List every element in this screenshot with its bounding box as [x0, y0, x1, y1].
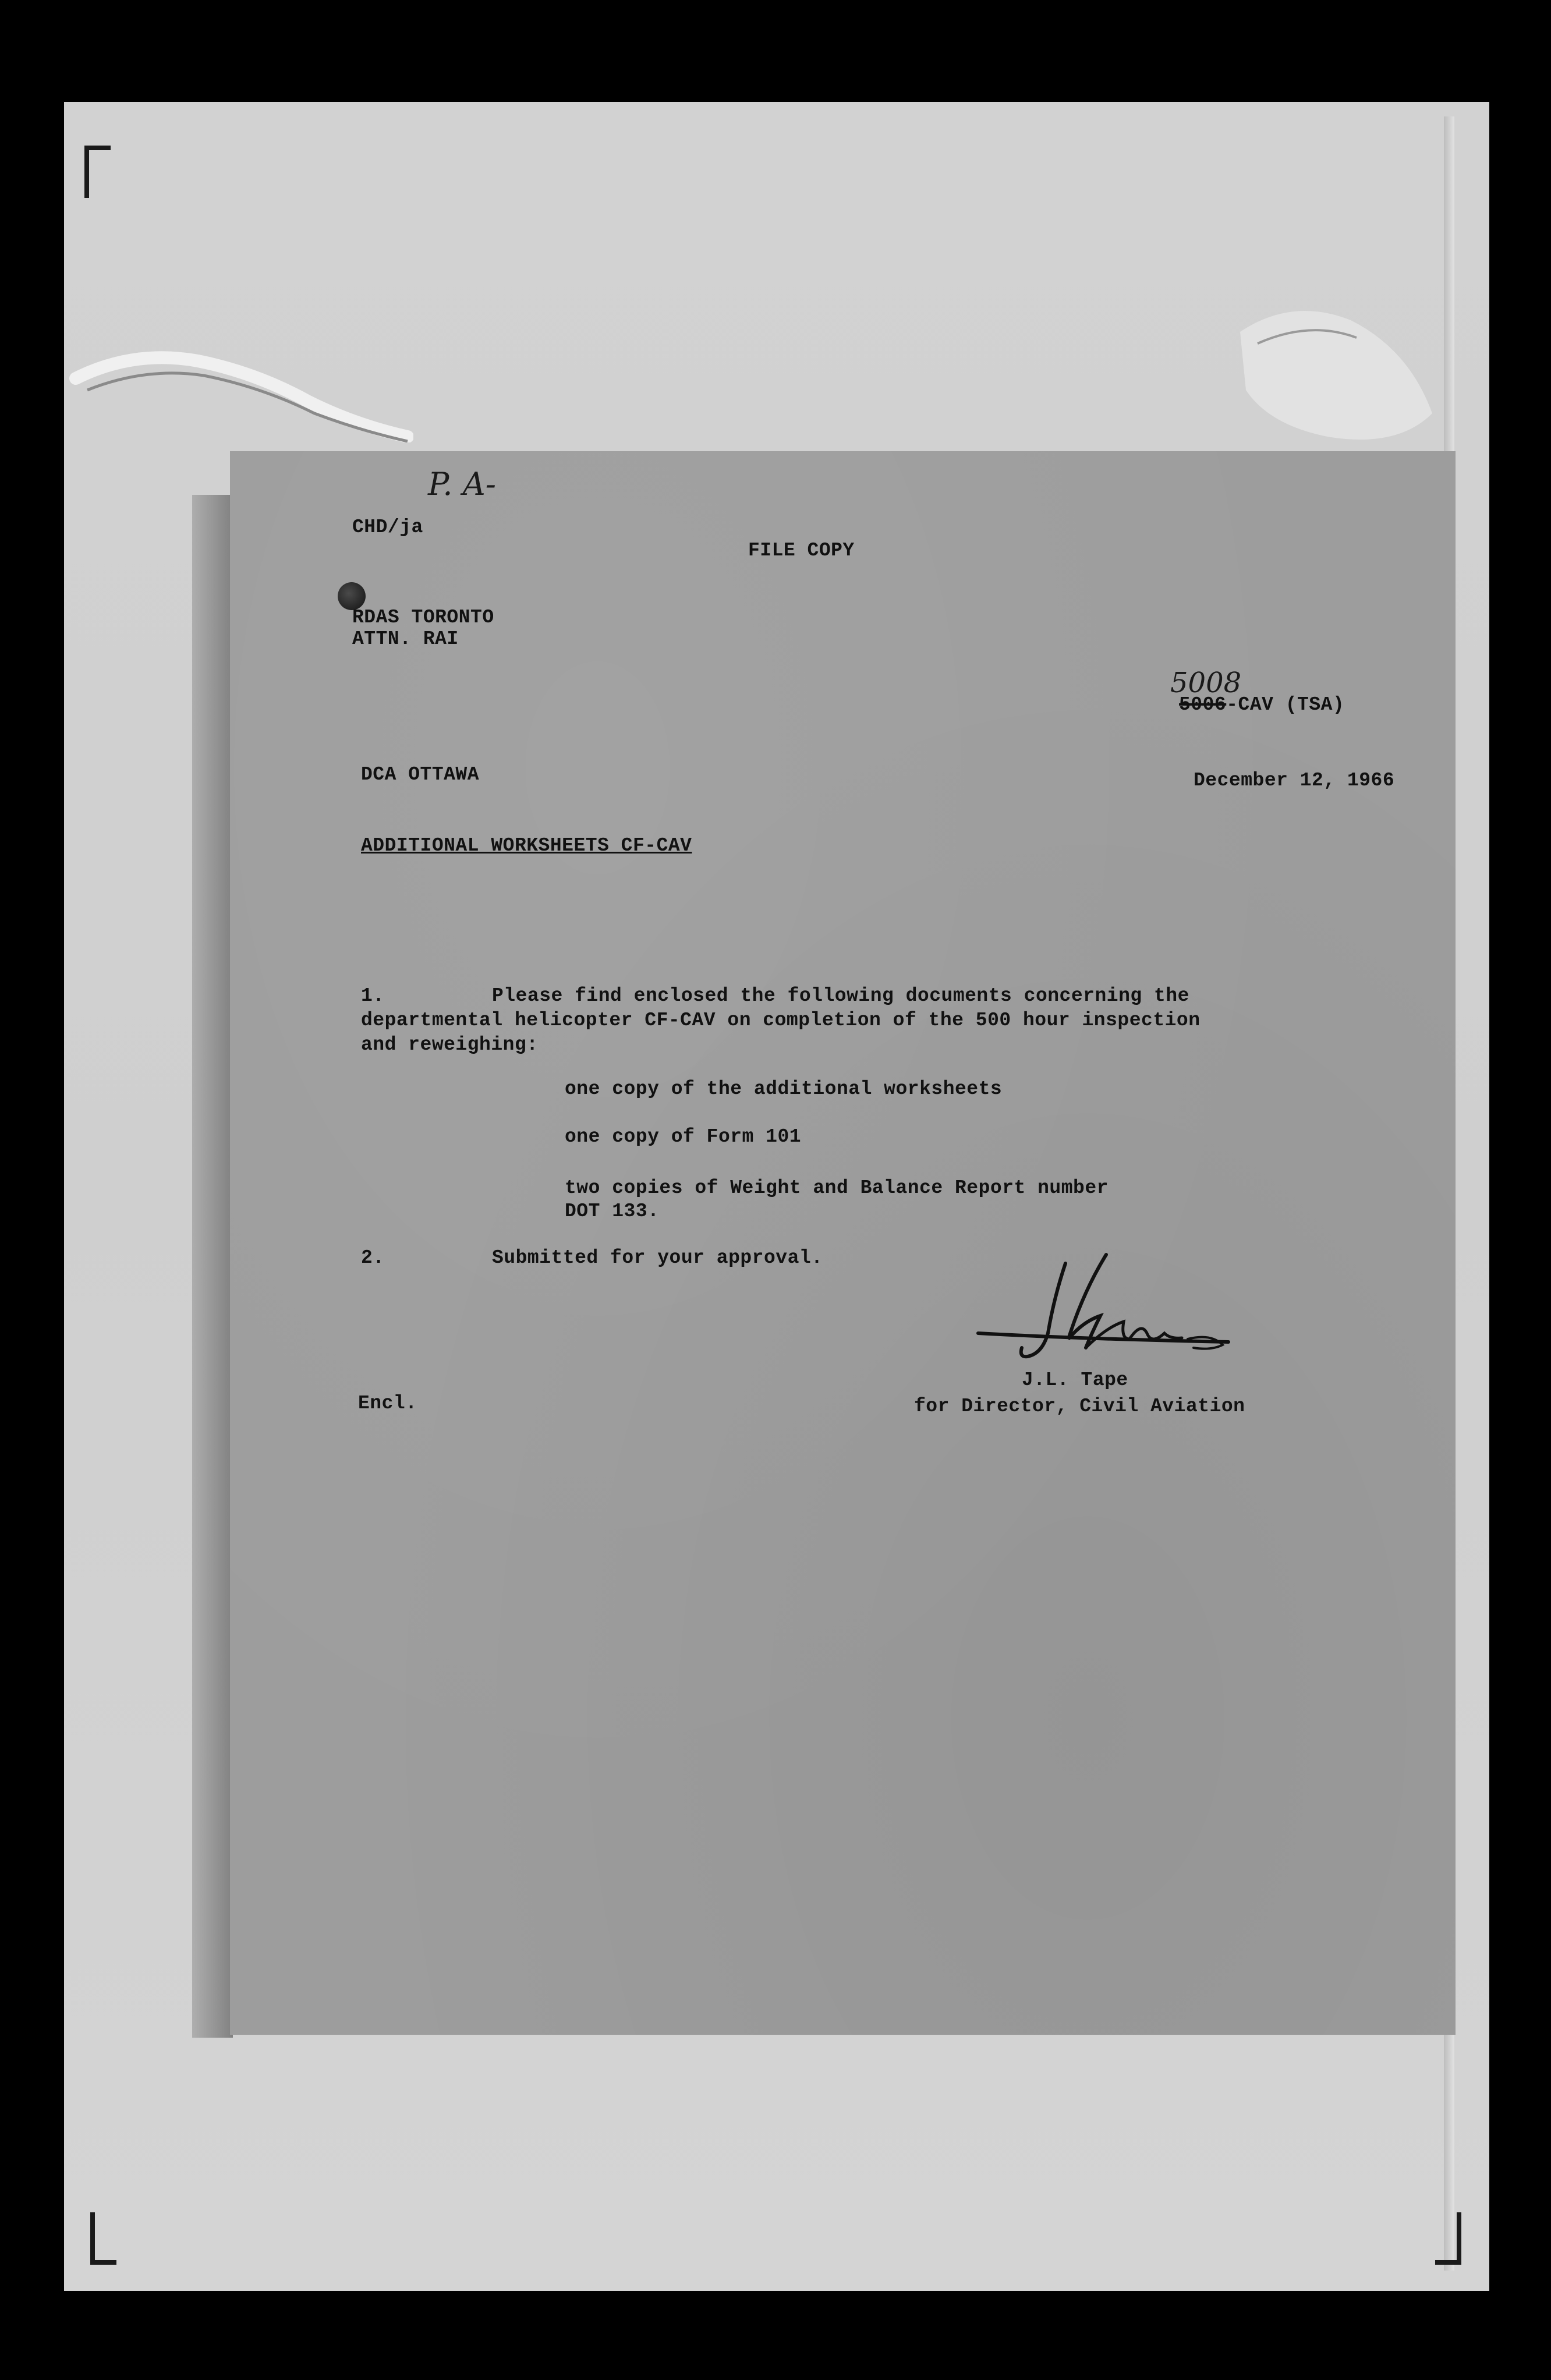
- file-copy-heading: FILE COPY: [748, 540, 855, 561]
- recipient-line-1: RDAS TORONTO: [352, 607, 494, 628]
- file-number-suffix: -CAV (TSA): [1226, 694, 1345, 716]
- file-number: [1179, 693, 1344, 717]
- initials: CHD/ja: [352, 516, 423, 538]
- list-item: DOT 133.: [565, 1200, 660, 1222]
- sheet-shadow: [192, 495, 233, 2038]
- letter-sheet: [230, 451, 1456, 2035]
- file-number-handwritten: 5008: [1170, 667, 1242, 699]
- paragraph-1-line-2: departmental helicopter CF-CAV on completion of the 500 hour inspection: [361, 1010, 1201, 1031]
- initials-handwritten: P. A-: [428, 466, 496, 502]
- list-item: one copy of the additional worksheets: [565, 1078, 1003, 1100]
- paragraph-2-number: 2.: [361, 1247, 385, 1269]
- paragraph-1-line-3: and reweighing:: [361, 1034, 539, 1056]
- recipient-line-2: ATTN. RAI: [352, 628, 459, 650]
- paragraph-1-number: 1.: [361, 985, 385, 1007]
- signatory-title: for Director, Civil Aviation: [914, 1396, 1245, 1417]
- tape-residue-right: [1223, 285, 1444, 472]
- subject-line: ADDITIONAL WORKSHEETS CF-CAV: [361, 835, 692, 856]
- corner-mark-bottom-right: [1426, 2212, 1461, 2265]
- tape-residue-left: [64, 326, 413, 442]
- enclosure-note: Encl.: [358, 1393, 417, 1414]
- list-item: two copies of Weight and Balance Report number: [565, 1177, 1109, 1199]
- list-item: one copy of Form 101: [565, 1126, 802, 1148]
- file-number-struck: 5006: [1179, 694, 1227, 716]
- handwritten-signature: [966, 1252, 1246, 1368]
- sender: DCA OTTAWA: [361, 764, 480, 785]
- corner-mark-top-left: [84, 146, 119, 198]
- paragraph-1-line-1: Please find enclosed the following documents concerning the: [492, 985, 1189, 1007]
- paragraph-2-text: Submitted for your approval.: [492, 1247, 823, 1269]
- corner-mark-bottom-left: [90, 2212, 125, 2265]
- letter-date: December 12, 1966: [1194, 770, 1395, 791]
- signatory-name: J.L. Tape: [1022, 1369, 1128, 1391]
